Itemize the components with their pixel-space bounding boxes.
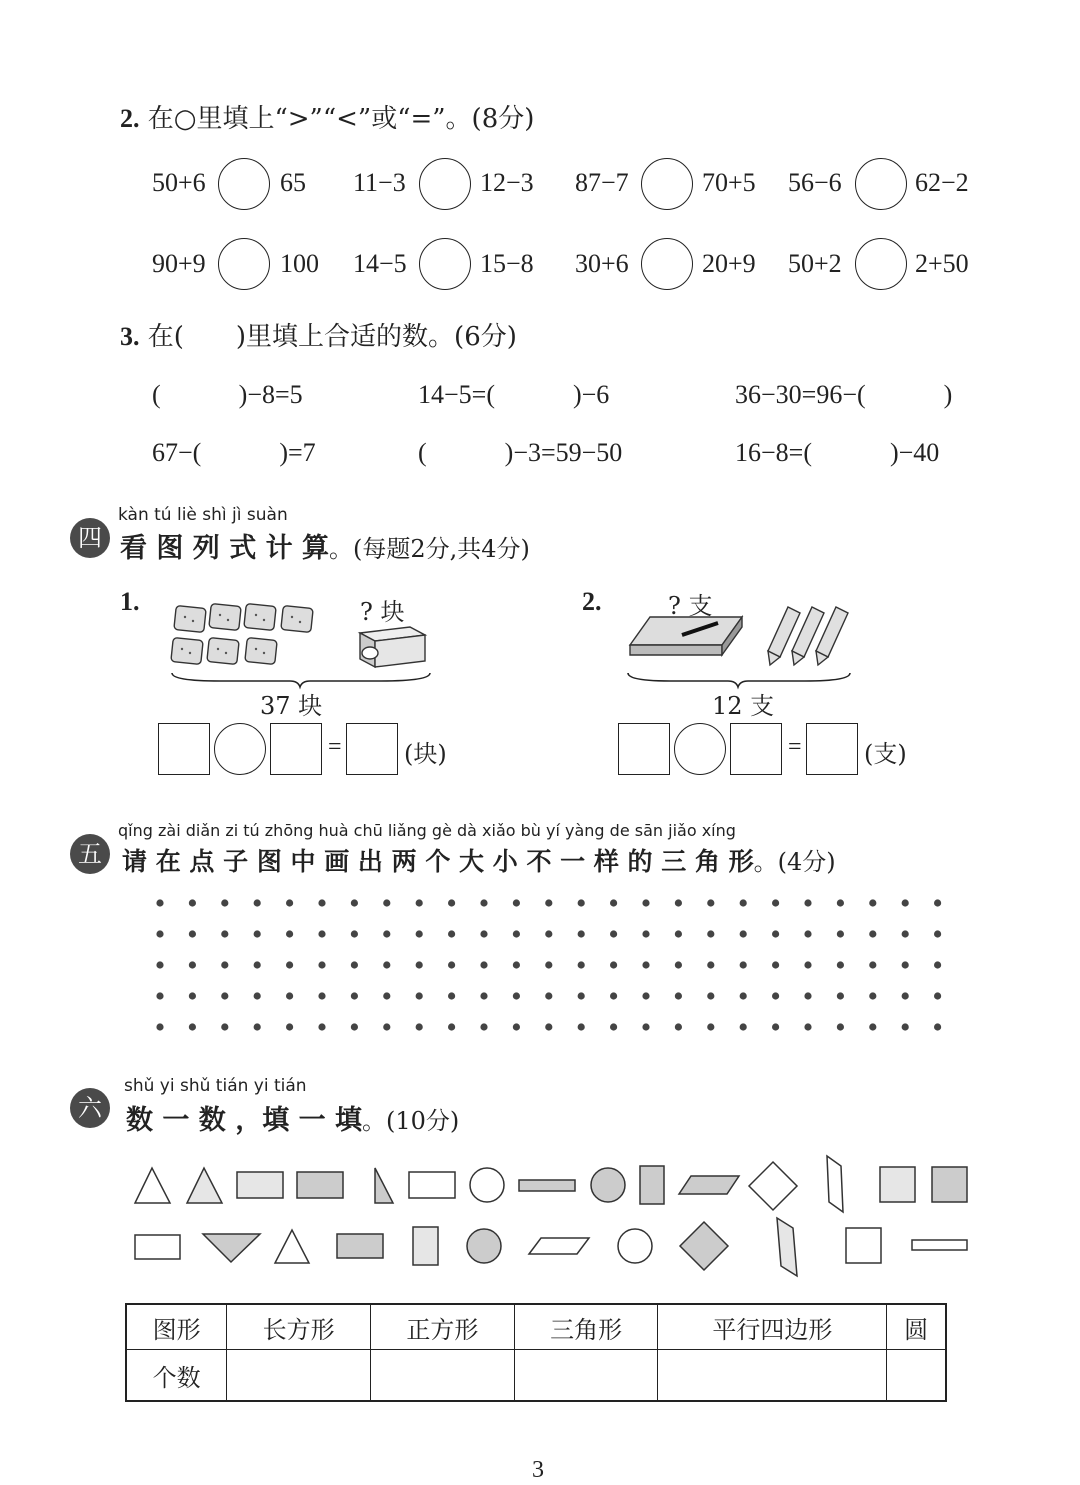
compare-left: 11−3 — [353, 168, 406, 197]
operator-circle[interactable] — [674, 723, 726, 775]
grid-dot — [318, 930, 325, 937]
grid-dot — [610, 930, 617, 937]
parallelogram-shape — [529, 1238, 589, 1254]
grid-dot — [351, 992, 358, 999]
section-5-score: 。(4分) — [753, 848, 836, 876]
grid-dot — [383, 961, 390, 968]
table-header-cell: 图形 — [126, 1304, 227, 1350]
grid-dot — [578, 1023, 585, 1030]
table-header-row — [126, 1304, 946, 1350]
grid-dot — [837, 1023, 844, 1030]
circle-shape — [467, 1229, 501, 1263]
square-shape — [846, 1228, 881, 1263]
compare-left: 56−6 — [788, 168, 842, 197]
answer-circle[interactable] — [419, 158, 471, 210]
count-input-cell[interactable] — [514, 1350, 658, 1402]
grid-dot — [351, 1023, 358, 1030]
grid-dot — [416, 992, 423, 999]
grid-dot — [513, 992, 520, 999]
grid-dot — [578, 961, 585, 968]
grid-dot — [902, 899, 909, 906]
grid-dot — [254, 961, 261, 968]
answer-circle[interactable] — [419, 238, 471, 290]
grid-dot — [221, 899, 228, 906]
answer-box[interactable] — [806, 723, 858, 775]
section-5-badge: 五 — [70, 834, 110, 874]
grid-dot — [480, 930, 487, 937]
grid-dot — [189, 961, 196, 968]
parallelogram-shape — [777, 1218, 797, 1276]
problem-2-unit: (支) — [864, 740, 907, 768]
grid-dot — [286, 930, 293, 937]
grid-dot — [610, 992, 617, 999]
compare-right: 15−8 — [480, 249, 534, 278]
q3-number: 3. — [120, 322, 140, 351]
q2-text: 在○里填上“>”“<”或“=”。(8分) — [147, 104, 535, 134]
section-4-title: 看 图 列 式 计 算 — [120, 533, 329, 564]
rectangle-shape — [337, 1234, 383, 1258]
grid-dot — [804, 992, 811, 999]
square-shape — [680, 1222, 728, 1270]
grid-dot — [772, 899, 779, 906]
fill-blank-equation[interactable]: 67−( )=7 — [152, 438, 316, 467]
answer-box[interactable] — [730, 723, 782, 775]
section-6-badge: 六 — [70, 1088, 110, 1128]
triangle-shape — [135, 1168, 170, 1203]
grid-dot — [837, 899, 844, 906]
grid-dot — [610, 899, 617, 906]
compare-left: 87−7 — [575, 168, 629, 197]
section-4-pinyin: kàn tú liè shì jì suàn — [118, 505, 288, 525]
grid-dot — [318, 899, 325, 906]
q3-title — [120, 316, 517, 353]
grid-dot — [448, 961, 455, 968]
problem-1-total: 37 块 — [260, 692, 323, 720]
grid-dot — [318, 992, 325, 999]
grid-dot — [545, 961, 552, 968]
count-input-cell[interactable] — [887, 1350, 946, 1402]
grid-dot — [642, 961, 649, 968]
rectangle-shape — [640, 1166, 664, 1204]
grid-dot — [707, 899, 714, 906]
grid-dot — [869, 930, 876, 937]
grid-dot — [351, 961, 358, 968]
grid-dot — [254, 992, 261, 999]
grid-dot — [448, 930, 455, 937]
grid-dot — [772, 961, 779, 968]
grid-dot — [480, 961, 487, 968]
grid-dot — [254, 930, 261, 937]
grid-dot — [772, 992, 779, 999]
problem-1-question: ? 块 — [360, 598, 405, 626]
answer-circle[interactable] — [218, 238, 270, 290]
shape-count-table — [125, 1303, 947, 1402]
grid-dot — [902, 1023, 909, 1030]
grid-dot — [156, 961, 163, 968]
grid-dot — [416, 961, 423, 968]
fill-blank-equation[interactable]: 36−30=96−( ) — [735, 380, 953, 409]
grid-dot — [869, 1023, 876, 1030]
grid-dot — [254, 1023, 261, 1030]
count-input-cell[interactable] — [227, 1350, 371, 1402]
section-5-title: 请 在 点 子 图 中 画 出 两 个 大 小 不 一 样 的 三 角 形 — [122, 847, 754, 876]
dot-grid[interactable] — [150, 893, 950, 1038]
grid-dot — [869, 899, 876, 906]
square-shape — [880, 1167, 915, 1202]
grid-dot — [545, 992, 552, 999]
grid-dot — [837, 930, 844, 937]
grid-dot — [156, 930, 163, 937]
answer-circle[interactable] — [641, 158, 693, 210]
grid-dot — [707, 961, 714, 968]
grid-dot — [610, 1023, 617, 1030]
pencil-case-illustration — [620, 595, 865, 690]
rectangle-shape — [409, 1172, 455, 1198]
grid-dot — [642, 992, 649, 999]
grid-dot — [156, 1023, 163, 1030]
fill-blank-equation[interactable]: 14−5=( )−6 — [418, 380, 610, 409]
table-row-label: 个数 — [126, 1350, 227, 1402]
shapes-collection — [125, 1150, 980, 1285]
compare-left: 14−5 — [353, 249, 407, 278]
grid-dot — [934, 992, 941, 999]
grid-dot — [675, 992, 682, 999]
section-4-heading — [120, 526, 530, 565]
parallelogram-shape — [827, 1156, 843, 1212]
count-input-cell[interactable] — [658, 1350, 887, 1402]
grid-dot — [480, 1023, 487, 1030]
grid-dot — [869, 961, 876, 968]
compare-left: 90+9 — [152, 249, 206, 278]
fill-blank-equation[interactable]: ( )−3=59−50 — [418, 438, 623, 467]
triangle-shape — [203, 1234, 260, 1262]
grid-dot — [934, 899, 941, 906]
problem-2-total: 12 支 — [712, 692, 775, 720]
table-header-cell: 平行四边形 — [658, 1304, 887, 1350]
grid-dot — [869, 992, 876, 999]
circle-shape — [591, 1168, 625, 1202]
answer-circle[interactable] — [218, 158, 270, 210]
triangle-shape — [275, 1230, 309, 1263]
compare-left: 30+6 — [575, 249, 629, 278]
grid-dot — [740, 930, 747, 937]
grid-dot — [642, 899, 649, 906]
grid-dot — [675, 930, 682, 937]
grid-dot — [383, 992, 390, 999]
answer-box[interactable] — [618, 723, 670, 775]
rectangle-shape — [237, 1172, 283, 1198]
grid-dot — [383, 1023, 390, 1030]
table-header-cell: 圆 — [887, 1304, 946, 1350]
problem-1-number: 1. — [120, 587, 140, 616]
answer-box[interactable] — [158, 723, 210, 775]
grid-dot — [902, 992, 909, 999]
grid-dot — [740, 899, 747, 906]
triangle-shape — [187, 1168, 222, 1203]
grid-dot — [545, 930, 552, 937]
grid-dot — [804, 899, 811, 906]
grid-dot — [383, 899, 390, 906]
section-6-pinyin: shǔ yi shǔ tián yi tián — [124, 1076, 307, 1096]
grid-dot — [675, 1023, 682, 1030]
fill-blank-equation[interactable]: 16−8=( )−40 — [735, 438, 940, 467]
grid-dot — [189, 930, 196, 937]
table-header-cell: 三角形 — [514, 1304, 658, 1350]
rectangle-shape — [519, 1180, 575, 1191]
q2-number: 2. — [120, 104, 140, 133]
equals-sign: = — [328, 734, 342, 760]
grid-dot — [286, 899, 293, 906]
grid-dot — [772, 1023, 779, 1030]
grid-dot — [156, 899, 163, 906]
operator-circle[interactable] — [214, 723, 266, 775]
grid-dot — [934, 1023, 941, 1030]
compare-right: 70+5 — [702, 168, 756, 197]
section-4-score: 。(每题2分,共4分) — [329, 535, 530, 563]
grid-dot — [837, 961, 844, 968]
grid-dot — [416, 1023, 423, 1030]
problem-2-question: ? 支 — [668, 592, 713, 620]
grid-dot — [513, 1023, 520, 1030]
table-row — [126, 1350, 946, 1402]
parallelogram-shape — [679, 1176, 739, 1194]
compare-right: 65 — [280, 168, 306, 197]
answer-circle[interactable] — [855, 238, 907, 290]
grid-dot — [318, 1023, 325, 1030]
grid-dot — [642, 1023, 649, 1030]
grid-dot — [804, 961, 811, 968]
grid-dot — [416, 930, 423, 937]
section-5-heading — [122, 842, 836, 878]
grid-dot — [221, 930, 228, 937]
grid-dot — [545, 1023, 552, 1030]
table-header-cell: 正方形 — [370, 1304, 514, 1350]
grid-dot — [286, 961, 293, 968]
grid-dot — [254, 899, 261, 906]
grid-dot — [578, 930, 585, 937]
grid-dot — [286, 992, 293, 999]
grid-dot — [189, 1023, 196, 1030]
grid-dot — [416, 899, 423, 906]
grid-dot — [513, 899, 520, 906]
section-6-score: 。(10分) — [362, 1107, 460, 1135]
grid-dot — [772, 930, 779, 937]
grid-dot — [513, 961, 520, 968]
grid-dot — [707, 992, 714, 999]
grid-dot — [804, 1023, 811, 1030]
grid-dot — [545, 899, 552, 906]
grid-dot — [740, 992, 747, 999]
grid-dot — [610, 961, 617, 968]
grid-dot — [448, 1023, 455, 1030]
grid-dot — [351, 899, 358, 906]
grid-dot — [675, 899, 682, 906]
grid-dot — [156, 992, 163, 999]
grid-dot — [383, 930, 390, 937]
grid-dot — [221, 1023, 228, 1030]
problem-1-unit: (块) — [404, 740, 447, 768]
compare-left: 50+2 — [788, 249, 842, 278]
answer-box[interactable] — [346, 723, 398, 775]
compare-right: 62−2 — [915, 168, 969, 197]
circle-shape — [618, 1229, 652, 1263]
grid-dot — [480, 992, 487, 999]
triangle-shape — [375, 1168, 393, 1203]
answer-circle[interactable] — [641, 238, 693, 290]
rectangle-shape — [912, 1240, 967, 1250]
compare-right: 100 — [280, 249, 319, 278]
q2-title — [120, 98, 534, 135]
grid-dot — [448, 992, 455, 999]
square-shape — [749, 1162, 797, 1210]
grid-dot — [902, 930, 909, 937]
grid-dot — [513, 930, 520, 937]
grid-dot — [740, 1023, 747, 1030]
table-header-cell: 长方形 — [227, 1304, 371, 1350]
compare-left: 50+6 — [152, 168, 206, 197]
q3-text: 在( )里填上合适的数。(6分) — [147, 322, 517, 352]
grid-dot — [448, 899, 455, 906]
fill-blank-equation[interactable]: ( )−8=5 — [152, 380, 303, 409]
answer-circle[interactable] — [855, 158, 907, 210]
grid-dot — [740, 961, 747, 968]
grid-dot — [286, 1023, 293, 1030]
problem-2-number: 2. — [582, 587, 602, 616]
circle-shape — [470, 1168, 504, 1202]
grid-dot — [837, 992, 844, 999]
rectangle-shape — [413, 1227, 438, 1265]
grid-dot — [642, 930, 649, 937]
compare-right: 12−3 — [480, 168, 534, 197]
section-6-title: 数 一 数 ，填 一 填 — [126, 1105, 362, 1136]
grid-dot — [578, 899, 585, 906]
grid-dot — [675, 961, 682, 968]
grid-dot — [189, 899, 196, 906]
rectangle-shape — [297, 1172, 343, 1198]
grid-dot — [934, 930, 941, 937]
grid-dot — [351, 930, 358, 937]
answer-box[interactable] — [270, 723, 322, 775]
section-6-heading — [126, 1098, 459, 1137]
grid-dot — [934, 961, 941, 968]
equals-sign: = — [788, 734, 802, 760]
rectangle-shape — [135, 1235, 180, 1259]
grid-dot — [902, 961, 909, 968]
page-number: 3 — [532, 1457, 544, 1483]
count-input-cell[interactable] — [370, 1350, 514, 1402]
grid-dot — [318, 961, 325, 968]
grid-dot — [804, 930, 811, 937]
grid-dot — [578, 992, 585, 999]
section-4-badge: 四 — [70, 518, 110, 558]
section-5-pinyin: qǐng zài diǎn zi tú zhōng huà chū liǎng gè dà xiǎo bù yí yàng de sān jiǎo xíng — [118, 821, 736, 840]
grid-dot — [707, 930, 714, 937]
square-shape — [932, 1167, 967, 1202]
grid-dot — [221, 961, 228, 968]
compare-right: 20+9 — [702, 249, 756, 278]
grid-dot — [189, 992, 196, 999]
grid-dot — [480, 899, 487, 906]
compare-right: 2+50 — [915, 249, 969, 278]
grid-dot — [221, 992, 228, 999]
grid-dot — [707, 1023, 714, 1030]
